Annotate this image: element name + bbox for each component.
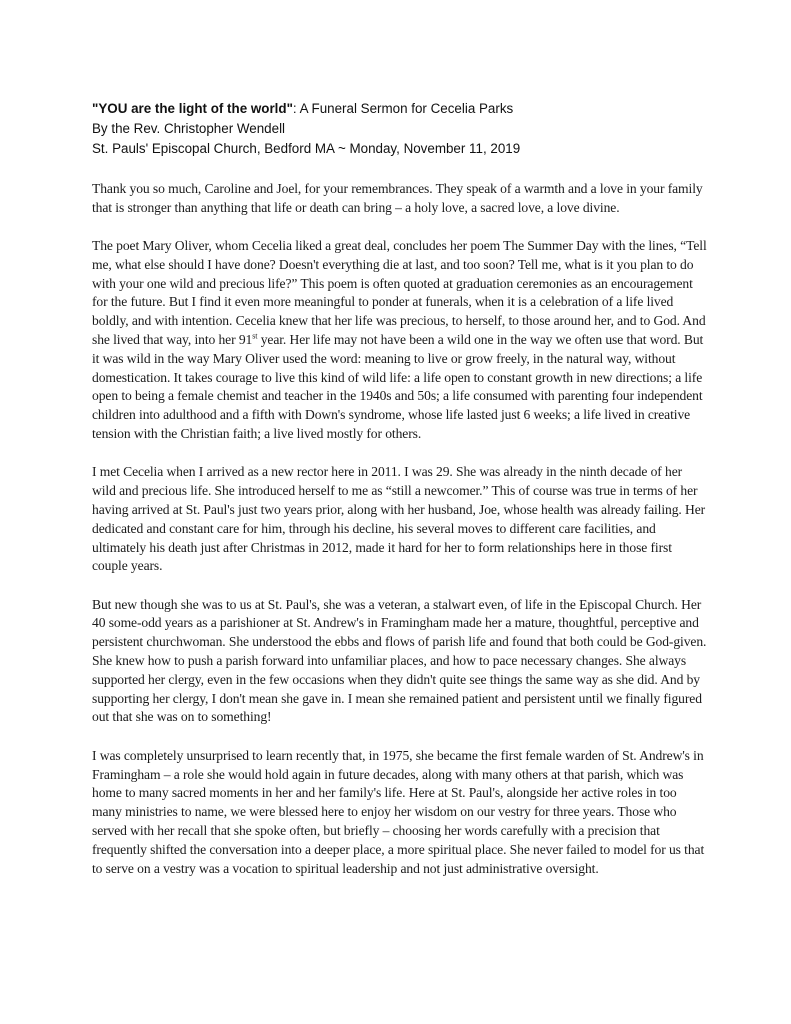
sermon-title-rest: : A Funeral Sermon for Cecelia Parks xyxy=(292,101,514,116)
paragraph-1: Thank you so much, Caroline and Joel, for your remembrances. They speak of a warmth and a love in your family that is stronger than anything that life or death can bring – a holy love, a sacred love, a love divine. xyxy=(92,181,703,215)
paragraph-2 xyxy=(92,237,708,444)
ordinal-suffix: st xyxy=(252,331,258,341)
paragraph-5: I was completely unsurprised to learn recently that, in 1975, she became the first female warden of St. Andrew's in Framingham – a role she would hold again in future decades, along with many others at that parish, which was home to many sacred moments in her and her family's life. Here at St. Paul's, alongside her active roles in too many ministries to name, we were blessed here to enjoy her wisdom on our vestry for three years. Those who served with her recall that she spoke often, but briefly – choosing her words carefully with a precision that frequently shifted the conversation into a deeper place, a more spiritual place. She never failed to model for us that to serve on a vestry was a vocation to spiritual leadership and not just administrative oversight. xyxy=(92,747,705,876)
sermon-title-quote: "YOU are the light of the world" xyxy=(92,101,293,116)
paragraph-2-part-a: The poet Mary Oliver, whom Cecelia liked a great deal, concludes her poem The Summer Day with the lines, “Tell me, what else should I have done? Doesn't everything die at last, and too soon? Tell me, what is it you plan to do with your one wild and precious life?” This poem is often quoted at graduation ceremonies as an encouragement for the future. But I find it even more meaningful to ponder at funerals, when it is a celebration of a life lived boldly, and with intention. Cecelia knew that her life was precious, to herself, to those around her, and to God. And she lived that way, into her 91 xyxy=(92,238,707,348)
paragraph-4: But new though she was to us at St. Paul's, she was a veteran, a stalwart even, of life in the Episcopal Church. Her 40 some-odd years as a parishioner at St. Andrew's in Framingham made her a mature, thoughtful, perceptive and persistent churchwoman. She understood the ebbs and flows of parish life and found that both could be God-given. She knew how to push a parish forward into unfamiliar places, and how to pace necessary changes. She always supported her clergy, even in the few occasions when they didn't quite see things the same way as she did. And by supporting her clergy, I don't mean she gave in. I mean she remained patient and persistent until we finally figured out that she was on to something! xyxy=(92,596,707,725)
sermon-body xyxy=(92,180,708,898)
sermon-header xyxy=(92,99,732,159)
sermon-title xyxy=(92,99,732,119)
paragraph-3: I met Cecelia when I arrived as a new rector here in 2011. I was 29. She was already in the ninth decade of her wild and precious life. She introduced herself to me as “still a newcomer.” This of course was true in terms of her having arrived at St. Paul's just two years prior, along with her husband, Joe, whose health was already failing. Her dedicated and constant care for him, through his decline, his several moves to different care facilities, and ultimately his death just after Christmas in 2012, made it hard for her to form relationships here in those first couple years. xyxy=(92,464,706,574)
sermon-venue-date: St. Pauls' Episcopal Church, Bedford MA ~ Monday, November 11, 2019 xyxy=(92,141,521,156)
sermon-author: By the Rev. Christopher Wendell xyxy=(92,121,286,136)
paragraph-2-part-b: year. Her life may not have been a wild one in the way we often use that word. But it was wild in the way Mary Oliver used the word: meaning to live or grow freely, in the natural way, without domestication. It takes courage to live this kind of wild life: a life open to constant growth in new directions; a life open to being a female chemist and teacher in the 1940s and 50s; a life consumed with parenting four independent children into adulthood and a fifth with Down's syndrome, whose life lasted just 6 weeks; a life lived in creative tension with the Christian faith; a live lived mostly for others. xyxy=(92,332,704,442)
